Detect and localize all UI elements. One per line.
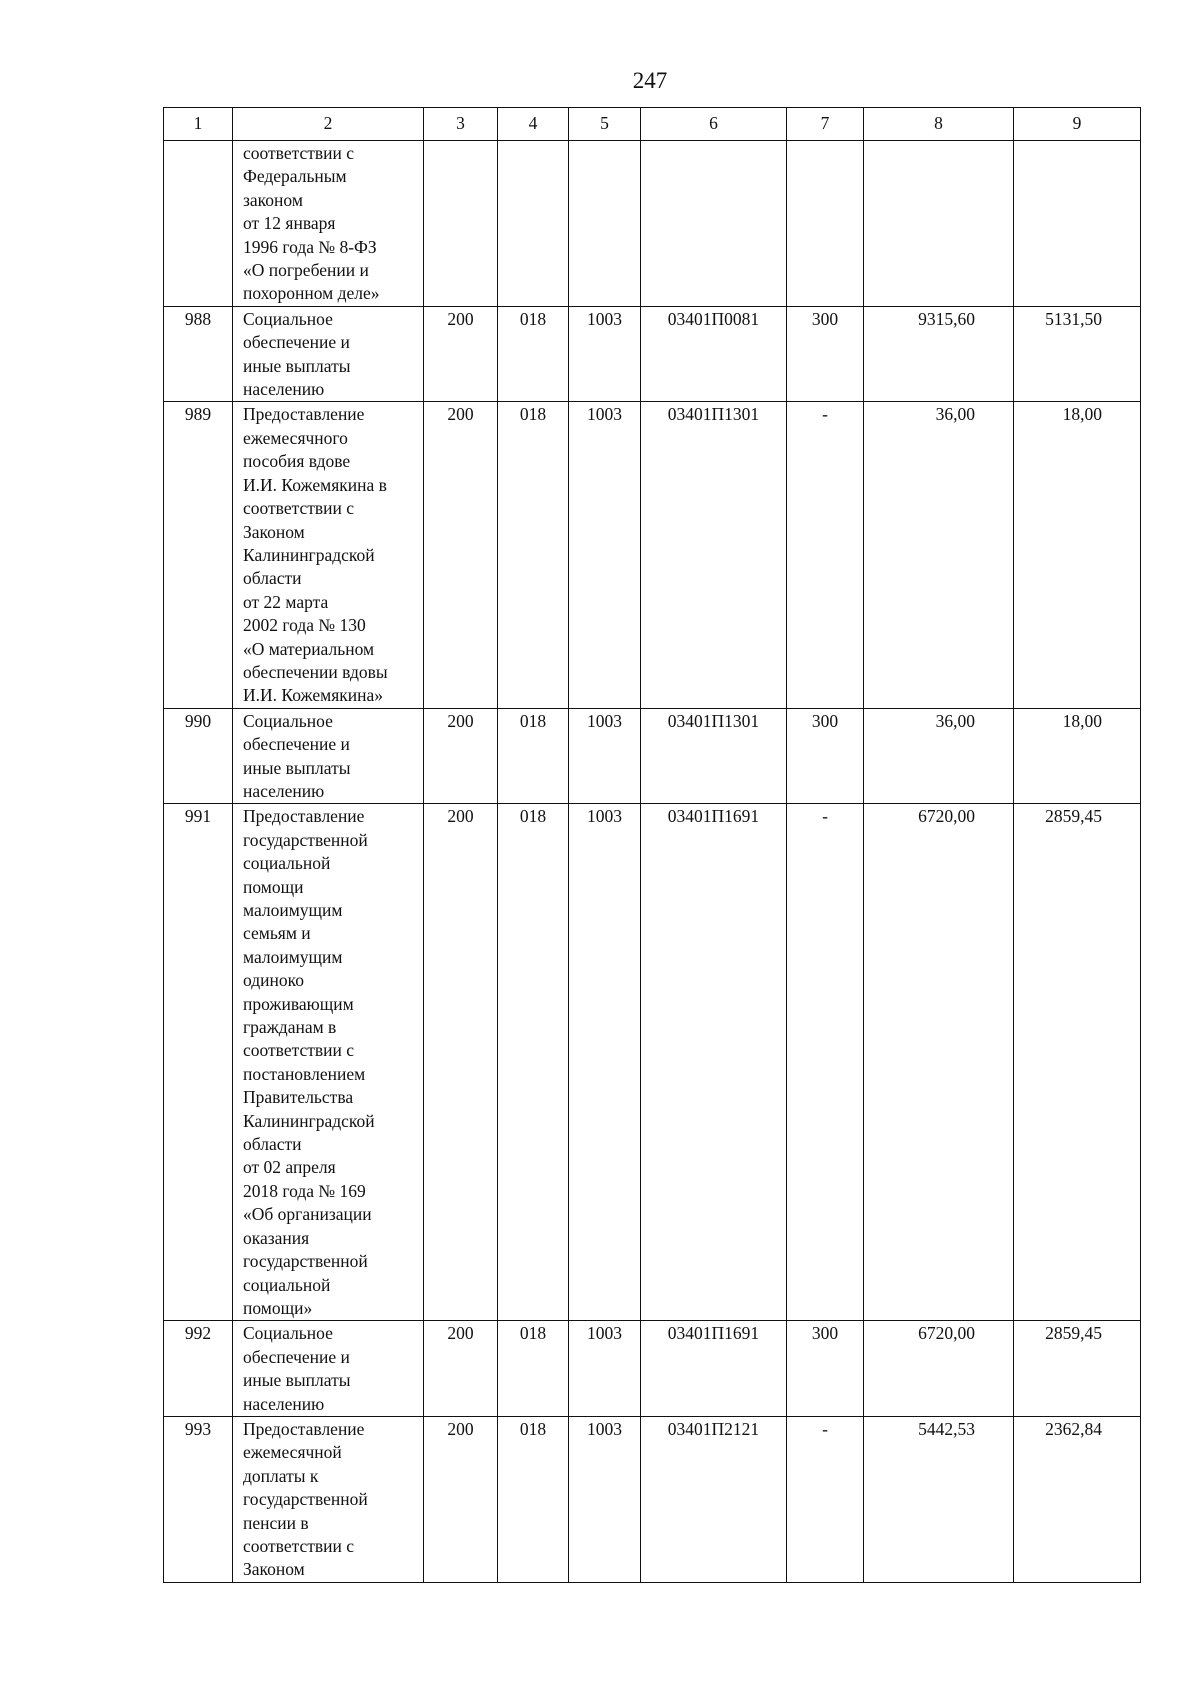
code-6-value: 03401П0081 <box>667 308 760 329</box>
row-number-cell <box>164 1321 233 1417</box>
code-6-cell <box>641 804 787 1321</box>
table-row <box>164 141 1141 307</box>
code-4-cell <box>498 306 569 402</box>
item-name-line: населению <box>243 1393 325 1414</box>
item-name-line: области <box>243 1134 302 1155</box>
item-name-line: «О погребении и <box>243 260 369 281</box>
code-5-cell <box>569 141 641 307</box>
amount-8-cell <box>864 306 1014 402</box>
item-name-line: государственной <box>243 1489 368 1510</box>
amount-9-value: 18,00 <box>1062 404 1102 425</box>
code-3-cell <box>424 402 498 708</box>
code-5-value: 1003 <box>587 1418 622 1439</box>
code-3-value: 200 <box>447 806 474 827</box>
item-name-line: малоимущим <box>243 946 343 967</box>
item-name-line: И.И. Кожемякина в <box>243 474 387 495</box>
code-6-cell <box>641 1416 787 1582</box>
item-name-line: Предоставление <box>243 806 365 827</box>
item-name-line: от 22 марта <box>243 591 329 612</box>
item-name-line: ежемесячного <box>243 427 348 448</box>
code-6-cell <box>641 708 787 804</box>
amount-9-value: 2859,45 <box>1045 806 1102 827</box>
amount-8-value: 36,00 <box>935 710 975 731</box>
code-3-cell <box>424 804 498 1321</box>
code-6-cell <box>641 306 787 402</box>
amount-9-cell <box>1014 1416 1141 1582</box>
code-5-value: 1003 <box>587 710 622 731</box>
code-7-value: - <box>822 1418 828 1439</box>
amount-9-cell <box>1014 708 1141 804</box>
row-number-value: 991 <box>184 806 212 827</box>
code-4-value: 018 <box>519 710 547 731</box>
header-cell: 3 <box>424 108 498 141</box>
item-name-line: одиноко <box>243 970 304 991</box>
row-number-cell <box>164 804 233 1321</box>
code-7-value: 300 <box>811 1323 839 1344</box>
code-5-value: 1003 <box>587 404 622 425</box>
item-name-cell <box>233 708 424 804</box>
table-header-row <box>164 108 1141 141</box>
row-number-value: 993 <box>184 1418 212 1439</box>
code-3-cell <box>424 306 498 402</box>
item-name-line: Законом <box>243 1559 305 1580</box>
amount-8-value: 6720,00 <box>918 1323 975 1344</box>
code-3-value: 200 <box>447 308 474 329</box>
code-6-cell <box>641 402 787 708</box>
item-name-line: населению <box>243 780 325 801</box>
code-6-cell <box>641 141 787 307</box>
code-7-value: - <box>822 806 828 827</box>
item-name-line: области <box>243 568 302 589</box>
item-name-line: Калининградской <box>243 544 375 565</box>
table-row <box>164 804 1141 1321</box>
item-name-line: доплаты к <box>243 1465 319 1486</box>
item-name-line: Предоставление <box>243 404 365 425</box>
table-row <box>164 402 1141 708</box>
code-3-value: 200 <box>447 1323 474 1344</box>
item-name-cell <box>233 141 424 307</box>
item-name-line: оказания <box>243 1227 310 1248</box>
code-5-cell <box>569 708 641 804</box>
item-name-line: 1996 года № 8-ФЗ <box>243 236 377 257</box>
item-name-line: иные выплаты <box>243 757 351 778</box>
code-3-cell <box>424 141 498 307</box>
item-name-line: помощи <box>243 876 304 897</box>
code-4-value: 018 <box>519 404 547 425</box>
table-row <box>164 1321 1141 1417</box>
code-7-value: 300 <box>811 308 839 329</box>
header-cell: 5 <box>569 108 641 141</box>
code-3-value: 200 <box>447 1418 474 1439</box>
item-name-line: государственной <box>243 1251 368 1272</box>
item-name-line: Калининградской <box>243 1110 375 1131</box>
code-5-cell <box>569 804 641 1321</box>
item-name-line: похоронном деле» <box>243 283 380 304</box>
code-4-value: 018 <box>519 1418 547 1439</box>
item-name-line: иные выплаты <box>243 355 351 376</box>
code-6-value: 03401П2121 <box>667 1418 760 1439</box>
code-5-cell <box>569 1416 641 1582</box>
page-number: 247 <box>632 68 668 93</box>
table-row <box>164 708 1141 804</box>
code-6-value: 03401П1691 <box>667 1323 760 1344</box>
item-name-line: обеспечение и <box>243 734 350 755</box>
item-name-line: пенсии в <box>243 1512 309 1533</box>
code-7-cell <box>787 306 864 402</box>
item-name-line: ежемесячной <box>243 1442 342 1463</box>
row-number-cell <box>164 306 233 402</box>
item-name-line: Социальное <box>243 308 333 329</box>
item-name-line: обеспечение и <box>243 1346 350 1367</box>
item-name-line: социальной <box>243 1274 331 1295</box>
header-cell: 8 <box>864 108 1014 141</box>
item-name-line: Законом <box>243 521 305 542</box>
code-3-cell <box>424 708 498 804</box>
row-number-cell <box>164 402 233 708</box>
amount-8-value: 36,00 <box>935 404 975 425</box>
code-5-value: 1003 <box>587 1323 622 1344</box>
code-6-value: 03401П1691 <box>667 806 760 827</box>
row-number-cell <box>164 141 233 307</box>
amount-9-value: 2362,84 <box>1045 1418 1102 1439</box>
item-name-line: государственной <box>243 829 368 850</box>
amount-9-value: 18,00 <box>1062 710 1102 731</box>
code-7-cell <box>787 708 864 804</box>
code-3-value: 200 <box>447 404 474 425</box>
table-body <box>164 141 1141 1583</box>
item-name-line: гражданам в <box>243 1017 337 1038</box>
row-number-cell <box>164 1416 233 1582</box>
code-4-cell <box>498 1321 569 1417</box>
code-5-cell <box>569 1321 641 1417</box>
item-name-line: законом <box>243 189 303 210</box>
amount-9-cell <box>1014 141 1141 307</box>
code-4-cell <box>498 141 569 307</box>
item-name-cell <box>233 1416 424 1582</box>
item-name-line: соответствии с <box>243 1040 355 1061</box>
amount-8-cell <box>864 141 1014 307</box>
amount-8-cell <box>864 804 1014 1321</box>
amount-9-cell <box>1014 804 1141 1321</box>
amount-8-value: 6720,00 <box>918 806 975 827</box>
code-3-cell <box>424 1321 498 1417</box>
code-7-value: - <box>822 404 828 425</box>
amount-8-value: 5442,53 <box>918 1418 975 1439</box>
item-name-line: Правительства <box>243 1087 354 1108</box>
code-4-cell <box>498 708 569 804</box>
item-name-line: проживающим <box>243 993 354 1014</box>
item-name-cell <box>233 1321 424 1417</box>
item-name-line: Социальное <box>243 1323 333 1344</box>
header-cell: 9 <box>1014 108 1141 141</box>
code-4-value: 018 <box>519 806 547 827</box>
code-6-value: 03401П1301 <box>667 404 760 425</box>
amount-9-value: 5131,50 <box>1045 308 1102 329</box>
code-4-value: 018 <box>519 1323 547 1344</box>
item-name-line: Предоставление <box>243 1418 365 1439</box>
header-cell: 7 <box>787 108 864 141</box>
item-name-line: «О материальном <box>243 638 375 659</box>
amount-9-cell <box>1014 1321 1141 1417</box>
item-name-line: от 12 января <box>243 213 336 234</box>
budget-table <box>163 107 1141 1583</box>
header-cell: 2 <box>233 108 424 141</box>
amount-8-cell <box>864 1416 1014 1582</box>
row-number-value: 990 <box>184 710 212 731</box>
code-5-value: 1003 <box>587 806 622 827</box>
amount-9-value: 2859,45 <box>1045 1323 1102 1344</box>
item-name-line: семьям и <box>243 923 311 944</box>
table-row <box>164 306 1141 402</box>
item-name-line: соответствии с <box>243 1535 355 1556</box>
amount-8-cell <box>864 402 1014 708</box>
header-cell: 1 <box>164 108 233 141</box>
code-7-cell <box>787 141 864 307</box>
row-number-cell <box>164 708 233 804</box>
code-7-cell <box>787 402 864 708</box>
item-name-line: от 02 апреля <box>243 1157 336 1178</box>
code-6-value: 03401П1301 <box>667 710 760 731</box>
item-name-line: социальной <box>243 853 331 874</box>
item-name-line: малоимущим <box>243 900 343 920</box>
item-name-line: постановлением <box>243 1063 366 1084</box>
item-name-line: Социальное <box>243 710 333 731</box>
item-name-line: помощи» <box>243 1297 313 1318</box>
code-7-cell <box>787 1416 864 1582</box>
code-6-cell <box>641 1321 787 1417</box>
item-name-line: Федеральным <box>243 166 347 187</box>
amount-8-value: 9315,60 <box>918 308 975 329</box>
item-name-line: И.И. Кожемякина» <box>243 685 384 706</box>
code-4-value: 018 <box>519 308 547 329</box>
item-name-line: иные выплаты <box>243 1370 351 1391</box>
amount-9-cell <box>1014 402 1141 708</box>
item-name-line: соответствии с <box>243 498 355 519</box>
row-number-value: 988 <box>184 308 212 329</box>
code-7-cell <box>787 1321 864 1417</box>
code-4-cell <box>498 1416 569 1582</box>
item-name-cell <box>233 804 424 1321</box>
amount-8-cell <box>864 1321 1014 1417</box>
header-cell: 6 <box>641 108 787 141</box>
item-name-line: пособия вдове <box>243 451 351 472</box>
code-5-value: 1003 <box>587 308 622 329</box>
item-name-line: 2018 года № 169 <box>243 1180 366 1201</box>
item-name-cell <box>233 402 424 708</box>
item-name-line: 2002 года № 130 <box>243 615 366 636</box>
amount-8-cell <box>864 708 1014 804</box>
code-5-cell <box>569 306 641 402</box>
table-row <box>164 1416 1141 1582</box>
item-name-line: обеспечении вдовы <box>243 661 388 682</box>
item-name-line: «Об организации <box>243 1204 372 1225</box>
item-name-line: соответствии с <box>243 143 355 163</box>
header-cell: 4 <box>498 108 569 141</box>
code-4-cell <box>498 402 569 708</box>
item-name-line: населению <box>243 379 325 400</box>
row-number-value: 989 <box>184 404 212 425</box>
code-5-cell <box>569 402 641 708</box>
amount-9-cell <box>1014 306 1141 402</box>
code-3-cell <box>424 1416 498 1582</box>
code-7-cell <box>787 804 864 1321</box>
code-4-cell <box>498 804 569 1321</box>
code-3-value: 200 <box>447 710 474 731</box>
code-7-value: 300 <box>811 710 839 731</box>
item-name-line: обеспечение и <box>243 332 350 353</box>
item-name-cell <box>233 306 424 402</box>
row-number-value: 992 <box>184 1323 212 1344</box>
